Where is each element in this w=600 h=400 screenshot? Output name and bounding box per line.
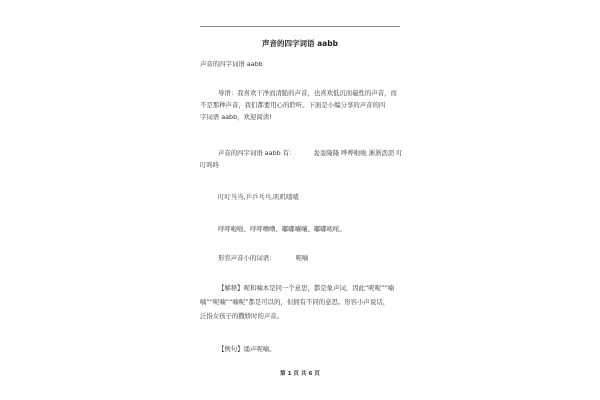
small-sound-word: 呢喃 [295,254,309,262]
words-line-2: 叮咚咚 [200,161,220,169]
words-items: 轰轰隆隆 哗哗啦啦 淅淅沥沥 叮 [313,149,403,157]
words-line-3: 叮叮当当,乒乒乓乓,叽叽喳喳 [218,193,299,201]
page-footer: 第 1 页 共 6 页 [280,371,320,377]
words-label: 声音的四字词语 aabb 有： [218,149,296,157]
explain-line-3: 泛指女孩子的撒娇时的声音。 [200,312,284,320]
intro-line-2: 不是那种声音，我们都要用心的聆听。下面是小编分享的声音的四 [200,101,386,109]
header-rule [200,26,400,27]
intro-line-1: 导语：我喜欢干净而清脆的声音，也喜欢低沉而磁性的声音，而 [218,89,397,97]
explain-line-1: 【解释】呢和喃本是同一个意思，都是象声词，因此“呢呢”“喃 [218,284,395,292]
example-line: 【例句】诵声呢喃。 [218,345,276,353]
intro-line-3: 字词语 aabb，欢迎阅读! [200,113,272,121]
small-sound-label: 形容声音小的词语： [218,254,276,262]
small-sound-line [218,252,308,264]
document-title: 声音的四字词语 aabb [262,39,338,48]
words-line-4: 呼呼啦啦、呼呼噜噜、嘟嘟嚷嚷、嘟嘟哝哝。 [218,225,346,233]
document-subtitle: 声音的四字词语 aabb [200,60,263,68]
words-line-1 [218,147,403,159]
explain-line-2: 喃”“呢喃”“喃呢”都是可以的，但拥有不同的意思。形容小声说话， [200,298,390,306]
